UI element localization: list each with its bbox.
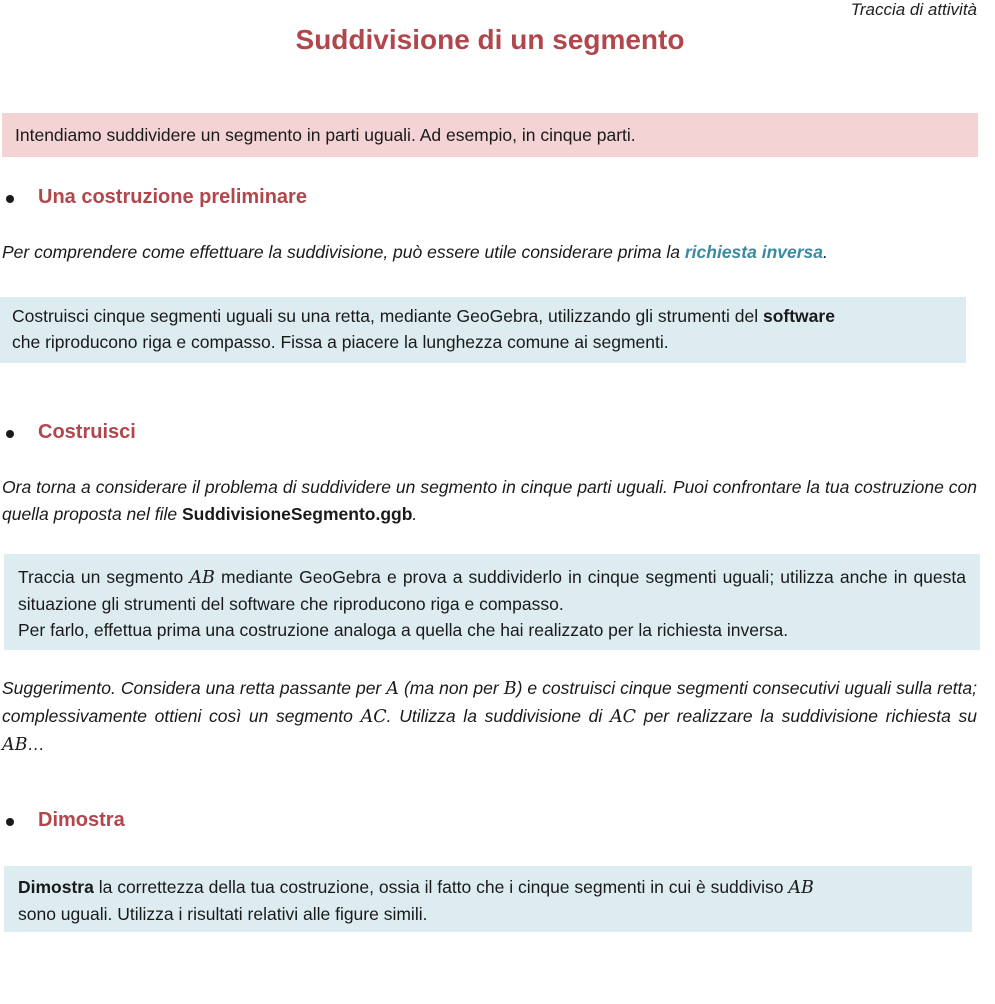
task-a-text-2: mediante GeoGebra e prova a suddividerlo in cinque segmenti uguali; utilizza anche in questa situazione gli strumenti del software che riproducono riga e compasso. (18, 567, 966, 614)
hint-text-5: per realizzare la suddivisione richiesta su (636, 706, 978, 726)
task-box-preliminary (0, 297, 966, 363)
task-line-2: che riproducono riga e compasso. Fissa a piacere la lunghezza comune ai segmenti. (12, 332, 669, 352)
task-a-text-1: Traccia un segmento (18, 567, 190, 587)
prove-line-2: sono uguali. Utilizza i risultati relativi alle figure simili. (18, 904, 428, 924)
task-line-1 (12, 303, 954, 329)
task-box-prove (4, 866, 972, 932)
file-name: SuddivisioneSegmento.ggb (181, 504, 413, 524)
point-a: A (386, 679, 399, 699)
bullet-icon (6, 818, 14, 826)
hint-text-3: ) e costruisci cinque segmenti consecutivi uguali sulla retta; complessivamente ottieni così un segmento (2, 678, 977, 726)
activity-tag: Traccia di attività (850, 0, 977, 19)
preliminary-text: Per comprendere come effettuare la suddivisione, può essere utile considerare prima la (2, 242, 685, 262)
segment-ab-3: AB (788, 878, 814, 898)
prove-bold: Dimostra (18, 877, 94, 897)
segment-ab-2: AB (2, 735, 28, 755)
bullet-icon (6, 195, 14, 203)
preliminary-paragraph (2, 239, 977, 266)
segment-ac-2: AC (609, 707, 637, 727)
construct-text: Ora torna a considerare il problema di suddividere un segmento in cinque parti uguali. Puoi confrontare la tua costruzione con quella proposta nel file (2, 477, 977, 524)
inverse-request-link: richiesta inversa (684, 242, 823, 262)
section-heading-prove: Dimostra (38, 809, 125, 831)
hint-paragraph (2, 675, 977, 759)
task-box-construct (4, 554, 980, 650)
segment-ab: AB (189, 568, 215, 588)
task-construct-b: Per farlo, effettua prima una costruzione analoga a quella che hai realizzato per la richiesta inversa. (18, 620, 789, 640)
segment-ac: AC (360, 707, 387, 727)
point-b: B (503, 679, 517, 699)
task-construct-a (18, 564, 966, 617)
hint-text-2: (ma non per (398, 678, 504, 698)
intro-text: Intendiamo suddividere un segmento in parti uguali. Ad esempio, in cinque parti. (15, 125, 636, 145)
task-text-1: Costruisci cinque segmenti uguali su una retta, mediante GeoGebra, utilizzando gli strumenti del (12, 306, 763, 326)
intro-box (2, 113, 978, 157)
bullet-icon (6, 430, 14, 438)
construct-paragraph (2, 474, 977, 528)
hint-text-1: Suggerimento. Considera una retta passante per (2, 678, 387, 698)
hint-text-4: . Utilizza la suddivisione di (386, 706, 610, 726)
section-heading-preliminary: Una costruzione preliminare (38, 186, 307, 208)
preliminary-end: . (823, 242, 828, 262)
task-bold-software: software (762, 306, 835, 326)
hint-text-6: … (27, 734, 45, 754)
page-title: Suddivisione di un segmento (295, 24, 685, 55)
construct-end: . (412, 504, 418, 524)
prove-text-1: la correttezza della tua costruzione, ossia il fatto che i cinque segmenti in cui è suddiviso (93, 877, 789, 897)
section-heading-construct: Costruisci (38, 421, 136, 443)
prove-line-1 (18, 874, 958, 901)
